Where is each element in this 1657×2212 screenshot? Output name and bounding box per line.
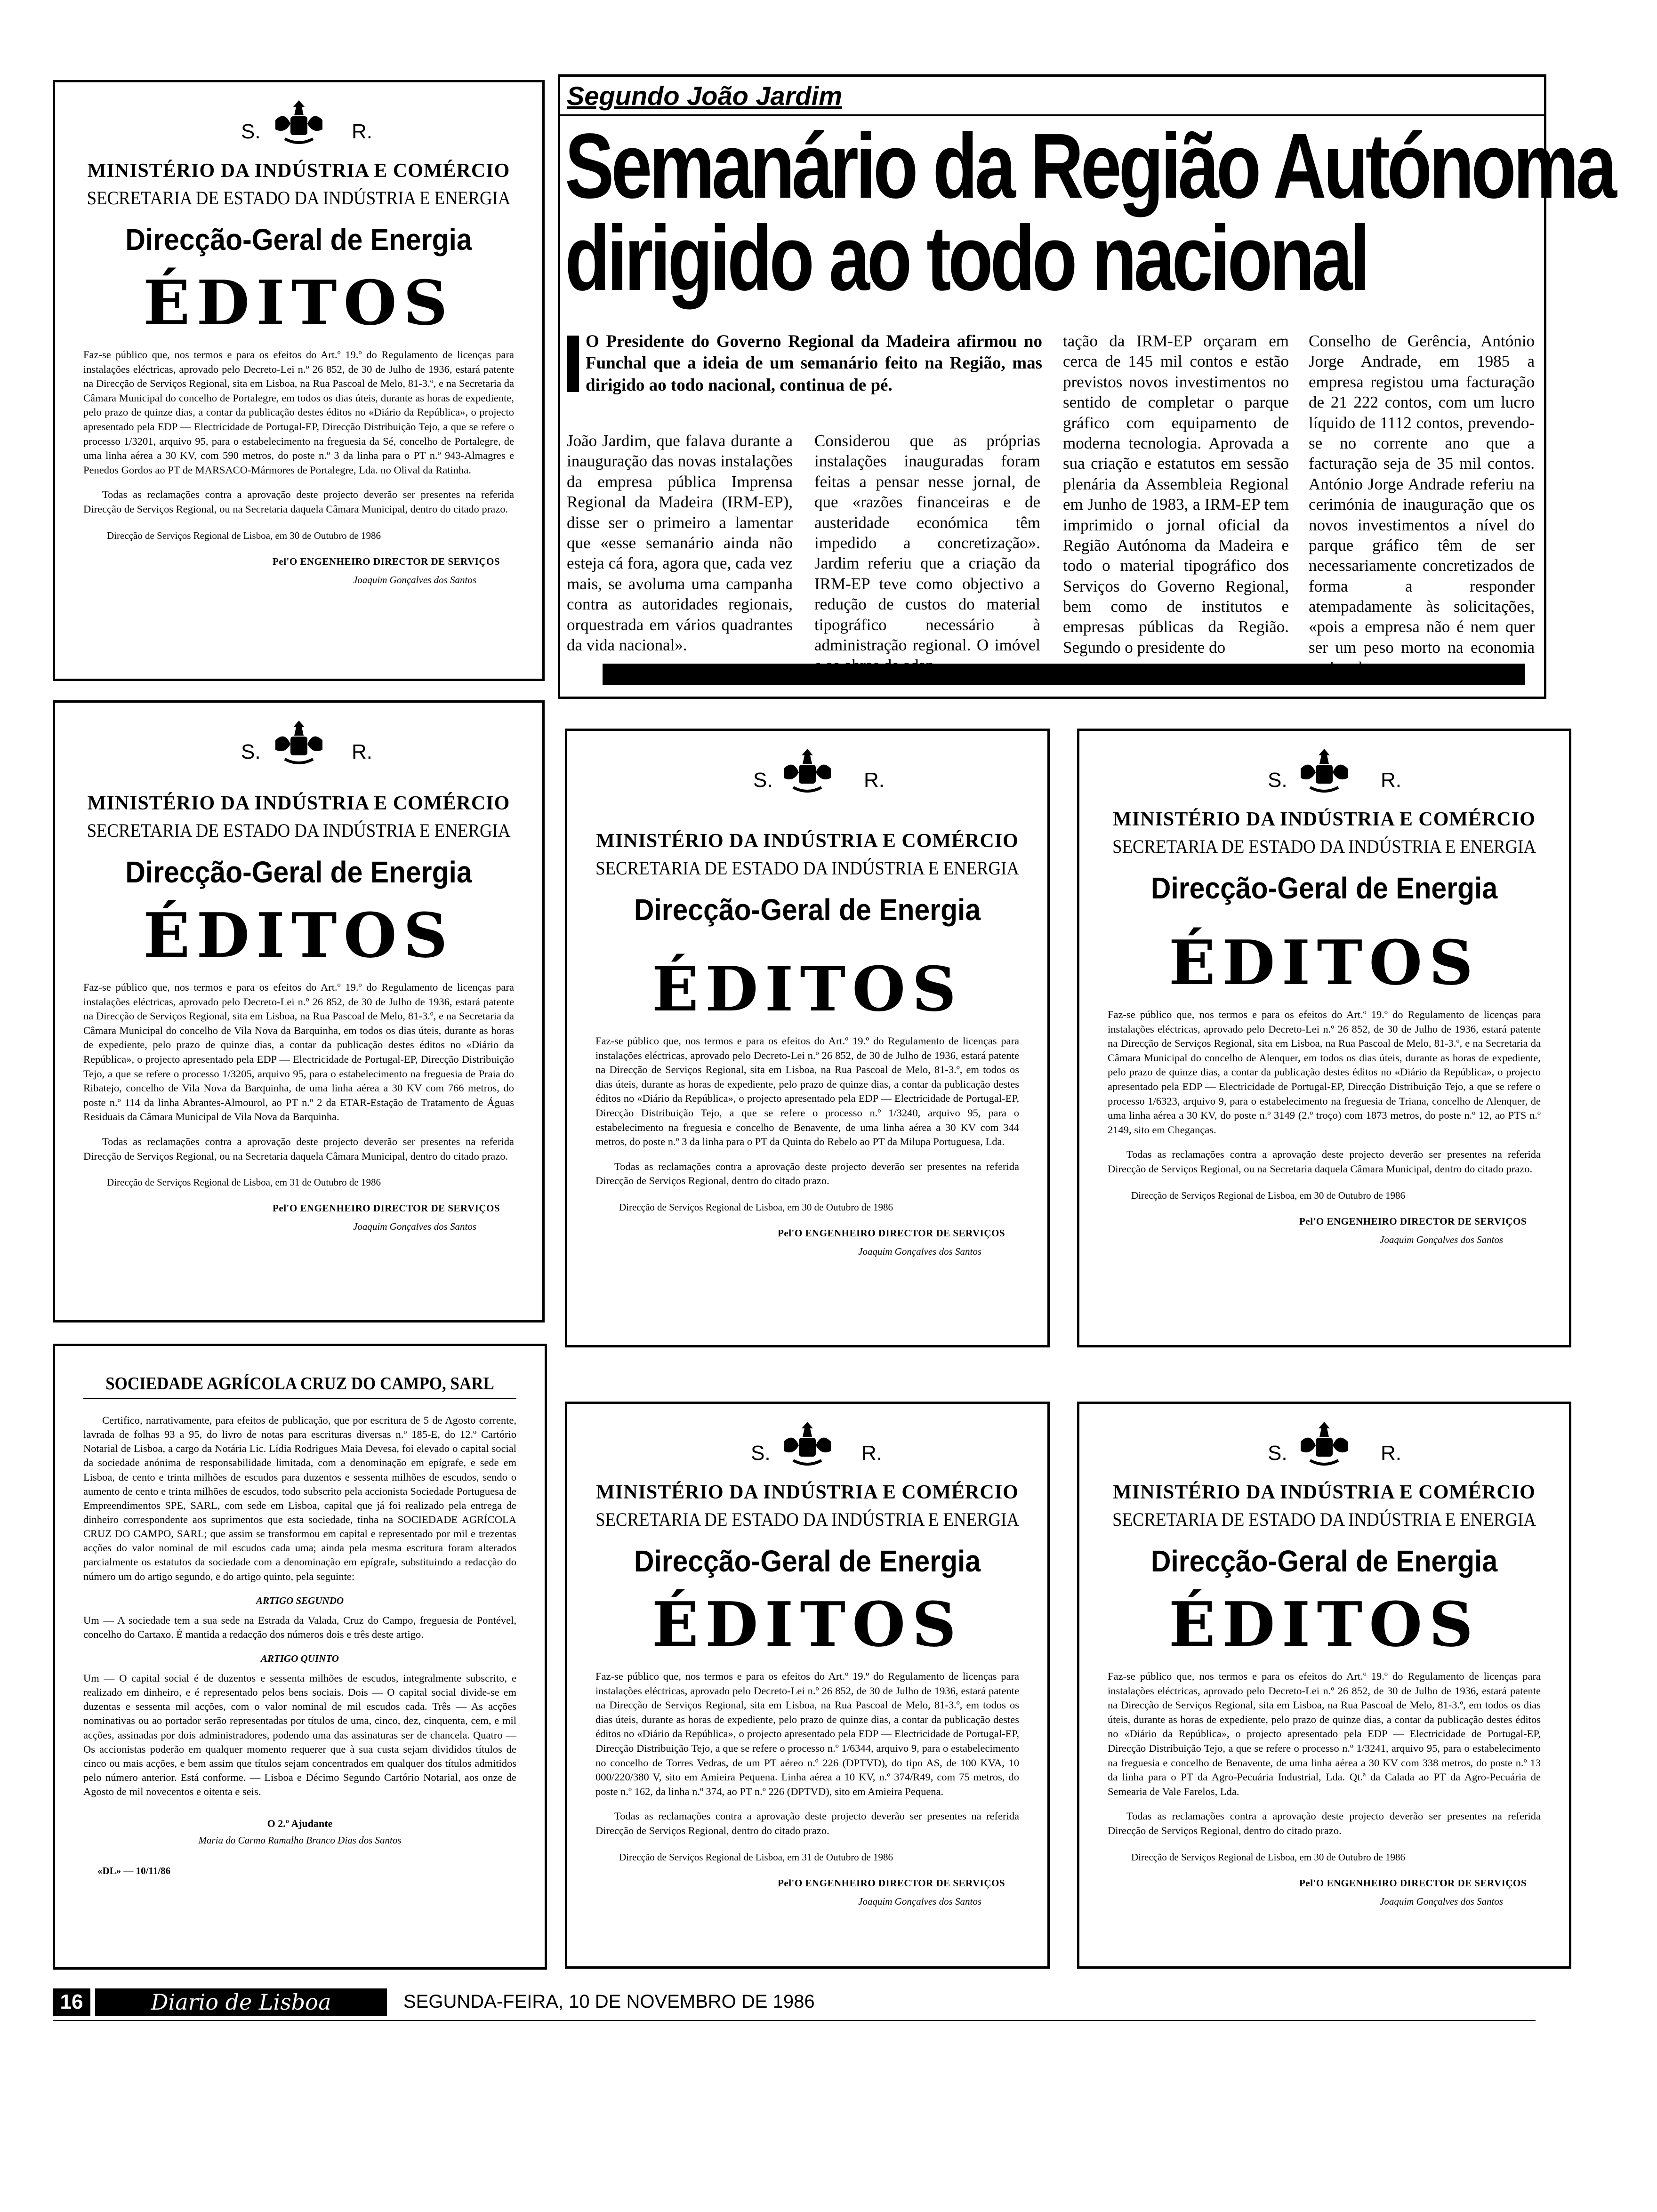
notice-date: Direcção de Serviços Regional de Lisboa, em 30 de Outubro de 1986 xyxy=(1131,1851,1406,1863)
crest-right-letter: R. xyxy=(861,1442,882,1465)
article-kicker: Segundo João Jardim xyxy=(567,81,842,111)
editos-title: ÉDITOS xyxy=(1168,1588,1480,1660)
society-title: SOCIEDADE AGRÍCOLA CRUZ DO CAMPO, SARL xyxy=(105,1374,494,1394)
editos-title: ÉDITOS xyxy=(652,1588,963,1660)
article-column-2: Considerou que as próprias instalações inauguradas foram feitas a pensar nesse jornal, de que «razões financeiras e de austeridade económica têm impedido a concretização». Jardim referiu que a criação da IRM-EP teve como objectivo a redução de custos do material tipográfico necessário à administração regional. O imóvel xyxy=(814,432,1040,654)
editos-title: ÉDITOS xyxy=(1168,927,1480,999)
notice-editos-4 xyxy=(1077,729,1571,1347)
article-column-1: João Jardim, que falava durante a inauguração das novas instalações da empresa pública Imprensa Regional da Madeira (IRM-EP), disse ser o primeiro a lamentar que «esse semanário ainda não esteja cá fora, agora que, cada vez mais, se avoluma uma campanha contra as autoridades regionais, orquestrada em vários quadrantes da vida nacional». xyxy=(567,432,793,654)
notice-reclamations: Todas as reclamações contra a aprovação deste projecto deverão ser presentes na referida Direcção de Serviços Regional, ou na Secretaria daquela Câmara Municipal, dentro do citado prazo. xyxy=(1108,1148,1541,1175)
society-signer-name: Maria do Carmo Ramalho Branco Dias dos Santos xyxy=(198,1835,402,1846)
article-2-text: Um — A sociedade tem a sua sede na Estrada da Valada, Cruz do Campo, freguesia de Pontével, concelho do Cartaxo. É mantida a redacção dos números dois e três deste artigo. xyxy=(83,1614,516,1640)
signatory-role: Pel'O ENGENHEIRO DIRECTOR DE SERVIÇOS xyxy=(273,1202,500,1214)
crest-left-letter: S. xyxy=(751,1442,771,1465)
directorate-title: Direcção-Geral de Energia xyxy=(125,223,472,256)
editos-title: ÉDITOS xyxy=(652,953,963,1025)
notice-body: Faz-se público que, nos termos e para os efeitos do Art.º 19.º do Regulamento de licenças para instalações eléctricas, aprovado pelo Decreto-Lei n.º 26 852, de 30 de Julho de 1936, estará patente na Direcção de Serviços Regional, sita em Lisboa, na Rua Pascoal de Melo, 81-3.º, em todos os dias úteis, durante as horas de expediente, pelo prazo de quinze dias, a contar da publicação destes éditos no «Diário da República», o projecto apresentado pela EDP — Electricidade de Portugal-EP, Direcção Distribuição Tejo, a que se refere o processo n.º 1/3241, arquivo 95, para o estabelecimento na freguesia e concelho de Benavente, de uma linha aérea a 30 KV com 338 metros, do poste n.º 13 da linha para o PT da Agro-Pecuária Industrial, Lda. Qt.ª da Calada ao PT da Agro-Pecuária de Semearia de Vale Farelos, Lda. xyxy=(1108,1670,1541,1797)
ministry-title: MINISTÉRIO DA INDÚSTRIA E COMÉRCIO xyxy=(1113,809,1536,830)
signatory-role: Pel'O ENGENHEIRO DIRECTOR DE SERVIÇOS xyxy=(778,1877,1005,1889)
notice-date: Direcção de Serviços Regional de Lisboa, em 30 de Outubro de 1986 xyxy=(107,529,381,541)
article-2-title: ARTIGO SEGUNDO xyxy=(256,1595,344,1606)
crest-header xyxy=(55,96,542,153)
signatory-name: Joaquim Gonçalves dos Santos xyxy=(858,1245,981,1257)
crest-header xyxy=(55,717,542,773)
directorate-title: Direcção-Geral de Energia xyxy=(1150,1544,1498,1578)
signatory-role: Pel'O ENGENHEIRO DIRECTOR DE SERVIÇOS xyxy=(1299,1215,1527,1227)
signatory-name: Joaquim Gonçalves dos Santos xyxy=(1380,1895,1503,1907)
ministry-title: MINISTÉRIO DA INDÚSTRIA E COMÉRCIO xyxy=(87,160,510,182)
secretariat-title: SECRETARIA DE ESTADO DA INDÚSTRIA E ENERGIA xyxy=(595,1509,1019,1530)
notice-body: Faz-se público que, nos termos e para os efeitos do Art.º 19.º do Regulamento de licenças para instalações eléctricas, aprovado pelo Decreto-Lei n.º 26 852, de 30 de Julho de 1936, estará patente na Direcção de Serviços Regional, sita em Lisboa, na Rua Pascoal de Melo, 81-3.º, e na Secretaria da Câmara Municipal do concelho de Portalegre, em todos os dias úteis, durante as horas de expediente, pelo prazo de quinze dias, a contar da publicação destes éditos no «Diário da República», o projecto apresentado pela EDP — Electricidade de Portugal-EP, Direcção Distribuição Tejo, a que se refere o processo 1/3201, arquivo 95, para o estabelecimento na freguesia da Sé, concelho de Portalegre, de uma linha aérea a 30 KV, com 590 metros, do poste n.º 3 da linha para o PT n.º 943-Almagres e Penedos Gordos ao PT de MARSACO-Mármores de Portalegre, Lda. no Olival da Ratinha. xyxy=(83,349,514,476)
directorate-title: Direcção-Geral de Energia xyxy=(634,1544,981,1578)
notice-date: Direcção de Serviços Regional de Lisboa, em 30 de Outubro de 1986 xyxy=(1131,1189,1406,1201)
article-5-text: Um — O capital social é de duzentos e sessenta milhões de escudos, integralmente subscrito, e realizado em dinheiro, e é representado pelos bens sociais. Dois — O capital social divide-se em duzentas e sessenta mil acções, com o valor nominal de mil escudos cada. Três — As acções nominativas ou ao portador serão representadas por títulos de uma, cinco, dez, cinquenta, cem, e mil acções, assinadas por dois administradores, podendo uma das assinaturas ser de chancela. Quatro — Os accionistas poderão em qualquer momento requerer que à sua custa sejam divididos títulos de cinco ou mais acções, e bem assim que títulos sejam concentrados em qualquer dos títulos admitidos pelo número anterior. Está conforme. — Lisboa e Décimo Segundo Cartório Notarial, aos onze de Agosto de mil novecentos e oitenta e seis. xyxy=(83,1672,516,1798)
headline-line-1: Semanário da Região Autónoma xyxy=(565,114,1614,217)
editos-title: ÉDITOS xyxy=(143,267,454,339)
crest-right-letter: R. xyxy=(1381,1442,1401,1465)
society-intro: Certifico, narrativamente, para efeitos de publicação, que por escritura de 5 de Agosto corrente, lavrada de folhas 93 a 95, do livro de notas para escrituras diversas n.º 185-E, do 12.º Cartório Notarial de Lisboa, a cargo da Notária Lic. Lídia Rodrigues Maia Devesa, foi elevado o capital social da sociedade anónima de responsabilidade limitada, com a denominação em epígrafe, e sede em Lisboa, de cento e trinta milhões de escudos para duzentos e sessenta milhões de escudos, sendo o aumento de cento e trinta milhões de escudos, todo subscrito pela accionista Sociedade Portuguesa de Empreendimentos SPE, SARL, com sede em Lisboa, capital que já foi realizado pela entrega de dinheiro correspondente aos suprimentos que esta sociedade, tinha na SOCIEDADE AGRÍCOLA CRUZ DO CAMPO, SARL; que assim se transformou em capital e representado por mil e trezentas acções do valor nominal de mil escudos cada uma; ainda pela mesma escritura foram alterados parcialmente os estatutos da sociedade com a denominação em epígrafe, substituindo a redacção do número um do artigo segundo, e do artigo quinto, pela seguinte: xyxy=(83,1414,516,1582)
signatory-name: Joaquim Gonçalves dos Santos xyxy=(858,1895,981,1907)
crest-header xyxy=(567,1418,1047,1475)
notice-date: Direcção de Serviços Regional de Lisboa, em 31 de Outubro de 1986 xyxy=(619,1851,893,1863)
ministry-title: MINISTÉRIO DA INDÚSTRIA E COMÉRCIO xyxy=(1113,1482,1536,1503)
article-bottom-bar xyxy=(603,664,1525,685)
crest-right-letter: R. xyxy=(352,740,372,763)
page-date: SEGUNDA-FEIRA, 10 DE NOVEMBRO DE 1986 xyxy=(403,1991,815,2012)
article-column-3: tação da IRM-EP orçaram em cerca de 145 mil contos e estão previstos novos investimentos no sentido de completar o parque gráfico com equipamento de moderna tecnologia. Aprovada a sua criação e estatutos em sessão plenária da Assembleia Regional em Junho de 1983, a IRM-EP tem imprimido o jornal oficial da Região Autónoma da Madeira e todo o material tipográfico dos Serviços do Governo Regional, bem como de institutos e empresas públicas da Região. Segundo o presidente do xyxy=(1063,332,1289,657)
notice-body: Faz-se público que, nos termos e para os efeitos do Art.º 19.º do Regulamento de licenças para instalações eléctricas, aprovado pelo Decreto-Lei n.º 26 852, de 30 de Julho de 1936, estará patente na Direcção de Serviços Regional, sita em Lisboa, na Rua Pascoal de Melo, 81-3.º, e na Secretaria da Câmara Municipal do concelho de Vila Nova da Barquinha, em todos os dias úteis, durante as horas de expediente, pelo prazo de quinze dias, a contar da publicação destes éditos no «Diário da República», o projecto apresentado pela EDP — Electricidade de Portugal-EP, Direcção Distribuição Tejo, a que se refere o processo 1/3205, arquivo 95, para o estabelecimento na freguesia de Praia do Ribatejo, concelho de Vila Nova da Barquinha, de uma linha aérea a 30 KV com 766 metros, do poste n.º 114 da linha Abrantes-Almourol, ao PT n.º 2 da ETAR-Estação de Tratamento de Águas Residuais da Câmara Municipal de Vila Nova da Barquinha. xyxy=(83,981,514,1123)
society-title-rule xyxy=(83,1398,516,1399)
article-5-title: ARTIGO QUINTO xyxy=(261,1652,339,1664)
society-signer-role: O 2.º Ajudante xyxy=(267,1818,333,1830)
signatory-role: Pel'O ENGENHEIRO DIRECTOR DE SERVIÇOS xyxy=(1299,1877,1527,1889)
crest-left-letter: S. xyxy=(1268,1442,1287,1465)
crest-header xyxy=(1079,745,1569,801)
directorate-title: Direcção-Geral de Energia xyxy=(634,893,981,927)
secretariat-title: SECRETARIA DE ESTADO DA INDÚSTRIA E ENERGIA xyxy=(1112,1509,1536,1530)
secretariat-title: SECRETARIA DE ESTADO DA INDÚSTRIA E ENERGIA xyxy=(87,820,511,841)
editos-title: ÉDITOS xyxy=(143,899,454,971)
notice-reclamations: Todas as reclamações contra a aprovação deste projecto deverão ser presentes na referida Direcção de Serviços Regional, ou na Secretaria daquela Câmara Municipal, dentro do citado prazo. xyxy=(83,489,514,515)
footer-rule xyxy=(53,2020,1536,2021)
signatory-name: Joaquim Gonçalves dos Santos xyxy=(1380,1234,1503,1245)
crest-right-letter: R. xyxy=(352,120,372,143)
news-article xyxy=(558,74,1614,699)
directorate-title: Direcção-Geral de Energia xyxy=(1150,871,1498,905)
notice-society xyxy=(53,1344,547,1970)
article-headline xyxy=(565,114,1614,310)
ministry-title: MINISTÉRIO DA INDÚSTRIA E COMÉRCIO xyxy=(596,1482,1019,1503)
crest-left-letter: S. xyxy=(1268,769,1287,792)
notice-editos-6 xyxy=(1077,1402,1571,1969)
notice-reclamations: Todas as reclamações contra a aprovação deste projecto deverão ser presentes na referida Direcção de Serviços Regional, dentro do citado prazo. xyxy=(595,1160,1019,1187)
coat-of-arms-icon xyxy=(271,717,327,769)
crest-left-letter: S. xyxy=(753,769,773,792)
notice-body: Faz-se público que, nos termos e para os efeitos do Art.º 19.º do Regulamento de licenças para instalações eléctricas, aprovado pelo Decreto-Lei n.º 26 852, de 30 de Julho de 1936, estará patente na Direcção de Serviços Regional, sita em Lisboa, na Rua Pascoal de Melo, 81-3.º, e na Secretaria da Câmara Municipal do concelho de Alenquer, em todos os dias úteis, durante as horas de expediente, pelo prazo de quinze dias, a contar da publicação destes éditos no «Diário da República», o projecto apresentado pela EDP — Electricidade de Portugal-EP, Direcção Distribuição Tejo, a que se refere o processo 1/6323, arquivo 9, para o estabelecimento na freguesia de Triana, concelho de Alenquer, de uma linha aérea a 30 KV, do poste n.º 3149 (2.º troço) com 1873 metros, do poste n.º 12, ao PTS n.º 2149, sito em Cheganças. xyxy=(1108,1009,1541,1136)
notice-reclamations: Todas as reclamações contra a aprovação deste projecto deverão ser presentes na referida Direcção de Serviços Regional, dentro do citado prazo. xyxy=(595,1810,1019,1836)
notice-editos-5 xyxy=(565,1402,1050,1969)
secretariat-title: SECRETARIA DE ESTADO DA INDÚSTRIA E ENERGIA xyxy=(1112,836,1536,857)
notice-date: Direcção de Serviços Regional de Lisboa, em 31 de Outubro de 1986 xyxy=(107,1177,381,1188)
article-column-4: Conselho de Gerência, António Jorge Andrade, em 1985 a empresa registou uma facturação de 21 222 contos, com um lucro líquido de 1112 contos, prevendo-se no corrente ano que a facturação seja de 35 mil contos. António Jorge Andrade referiu na cerimónia de inauguração que os novos investimentos a nível do parque gráfico têm de ser necessariamente concretizados de forma a responder atempadamente às solicitações, «pois a empresa não é nem quer ser um peso morto na economia xyxy=(1309,332,1535,657)
notice-body: Faz-se público que, nos termos e para os efeitos do Art.º 19.º do Regulamento de licenças para instalações eléctricas, aprovado pelo Decreto-Lei n.º 26 852, de 30 de Julho de 1936, estará patente na Direcção de Serviços Regional, sita em Lisboa, na Rua Pascoal de Melo, 81-3.º, em todos os dias úteis, durante as horas de expediente, pelo prazo de quinze dias, a contar da publicação destes éditos no «Diário da República», o projecto apresentado pela EDP — Electricidade de Portugal-EP, Direcção Distribuição Tejo, a que se refere o processo n.º 1/3240, arquivo 95, para o estabelecimento na freguesia e concelho de Benavente, de uma linha aérea a 30 KV com 344 metros, do poste n.º 3 da linha para o PT da Quinta do Rebelo ao PT da Milupa Portuguesa, Lda. xyxy=(595,1035,1019,1148)
crest-header xyxy=(1079,1418,1569,1475)
coat-of-arms-icon xyxy=(779,1418,836,1470)
notice-date: Direcção de Serviços Regional de Lisboa, em 30 de Outubro de 1986 xyxy=(619,1201,893,1213)
coat-of-arms-icon xyxy=(271,96,327,148)
notice-reclamations: Todas as reclamações contra a aprovação deste projecto deverão ser presentes na referida Direcção de Serviços Regional, ou na Secretaria daquela Câmara Municipal, dentro do citado prazo. xyxy=(83,1135,514,1162)
lead-marker xyxy=(567,336,579,392)
crest-left-letter: S. xyxy=(241,120,261,143)
signatory-name: Joaquim Gonçalves dos Santos xyxy=(353,574,476,585)
page-footer xyxy=(53,1988,1536,2017)
secretariat-title: SECRETARIA DE ESTADO DA INDÚSTRIA E ENERGIA xyxy=(595,858,1019,879)
notice-reclamations: Todas as reclamações contra a aprovação deste projecto deverão ser presentes na referida Direcção de Serviços Regional, dentro do citado prazo. xyxy=(1108,1810,1541,1836)
ministry-title: MINISTÉRIO DA INDÚSTRIA E COMÉRCIO xyxy=(596,830,1019,852)
signatory-role: Pel'O ENGENHEIRO DIRECTOR DE SERVIÇOS xyxy=(778,1227,1005,1239)
article-lead xyxy=(567,331,1042,396)
coat-of-arms-icon xyxy=(779,745,836,797)
notice-editos-2 xyxy=(53,700,545,1322)
directorate-title: Direcção-Geral de Energia xyxy=(125,855,472,889)
crest-right-letter: R. xyxy=(864,769,885,792)
coat-of-arms-icon xyxy=(1296,1418,1352,1470)
coat-of-arms-icon xyxy=(1296,745,1352,797)
signatory-role: Pel'O ENGENHEIRO DIRECTOR DE SERVIÇOS xyxy=(273,555,500,567)
crest-right-letter: R. xyxy=(1381,769,1401,792)
society-reference: «DL» — 10/11/86 xyxy=(97,1865,171,1877)
notice-editos-1 xyxy=(53,80,545,681)
notice-body: Faz-se público que, nos termos e para os efeitos do Art.º 19.º do Regulamento de licenças para instalações eléctricas, aprovado pelo Decreto-Lei n.º 26 852, de 30 de Julho de 1936, estará patente na Direcção de Serviços Regional, sita em Lisboa, na Rua Pascoal de Melo, 81-3.º, em todos os dias úteis, durante as horas de expediente, pelo prazo de quinze dias, a contar da publicação destes éditos no «Diário da República», o projecto apresentado pela EDP — Electricidade de Portugal-EP, Direcção Distribuição Tejo, a que se refere o processo n.º 1/6344, arquivo 9, para o estabelecimento no concelho de Torres Vedras, de um PT aéreo n.º 226 (DPTVD), do tipo AS, de 100 KVA, 10 000/220/380 V, sito em Amieira Pequena. Linha aérea a 10 KV, n.º 374/R49, com 75 metros, do poste n.º 162, da linha n.º 374, ao PT n.º 226 (DPTVD), sito em Amieira Pequena. xyxy=(595,1670,1019,1797)
signatory-name: Joaquim Gonçalves dos Santos xyxy=(353,1221,476,1233)
article-lead-text: O Presidente do Governo Regional da Madeira afirmou no Funchal que a ideia de um semanário feito na Região, mas dirigido ao todo nacional, continua de pé. xyxy=(586,332,1042,395)
page-number: 16 xyxy=(53,1988,90,2016)
crest-header xyxy=(567,745,1047,801)
crest-left-letter: S. xyxy=(241,740,261,763)
ministry-title: MINISTÉRIO DA INDÚSTRIA E COMÉRCIO xyxy=(87,793,510,814)
notice-editos-3 xyxy=(565,729,1050,1347)
masthead-logo: Diario de Lisboa xyxy=(95,1988,387,2016)
secretariat-title: SECRETARIA DE ESTADO DA INDÚSTRIA E ENERGIA xyxy=(87,187,511,208)
headline-line-2: dirigido ao todo nacional xyxy=(565,207,1367,310)
